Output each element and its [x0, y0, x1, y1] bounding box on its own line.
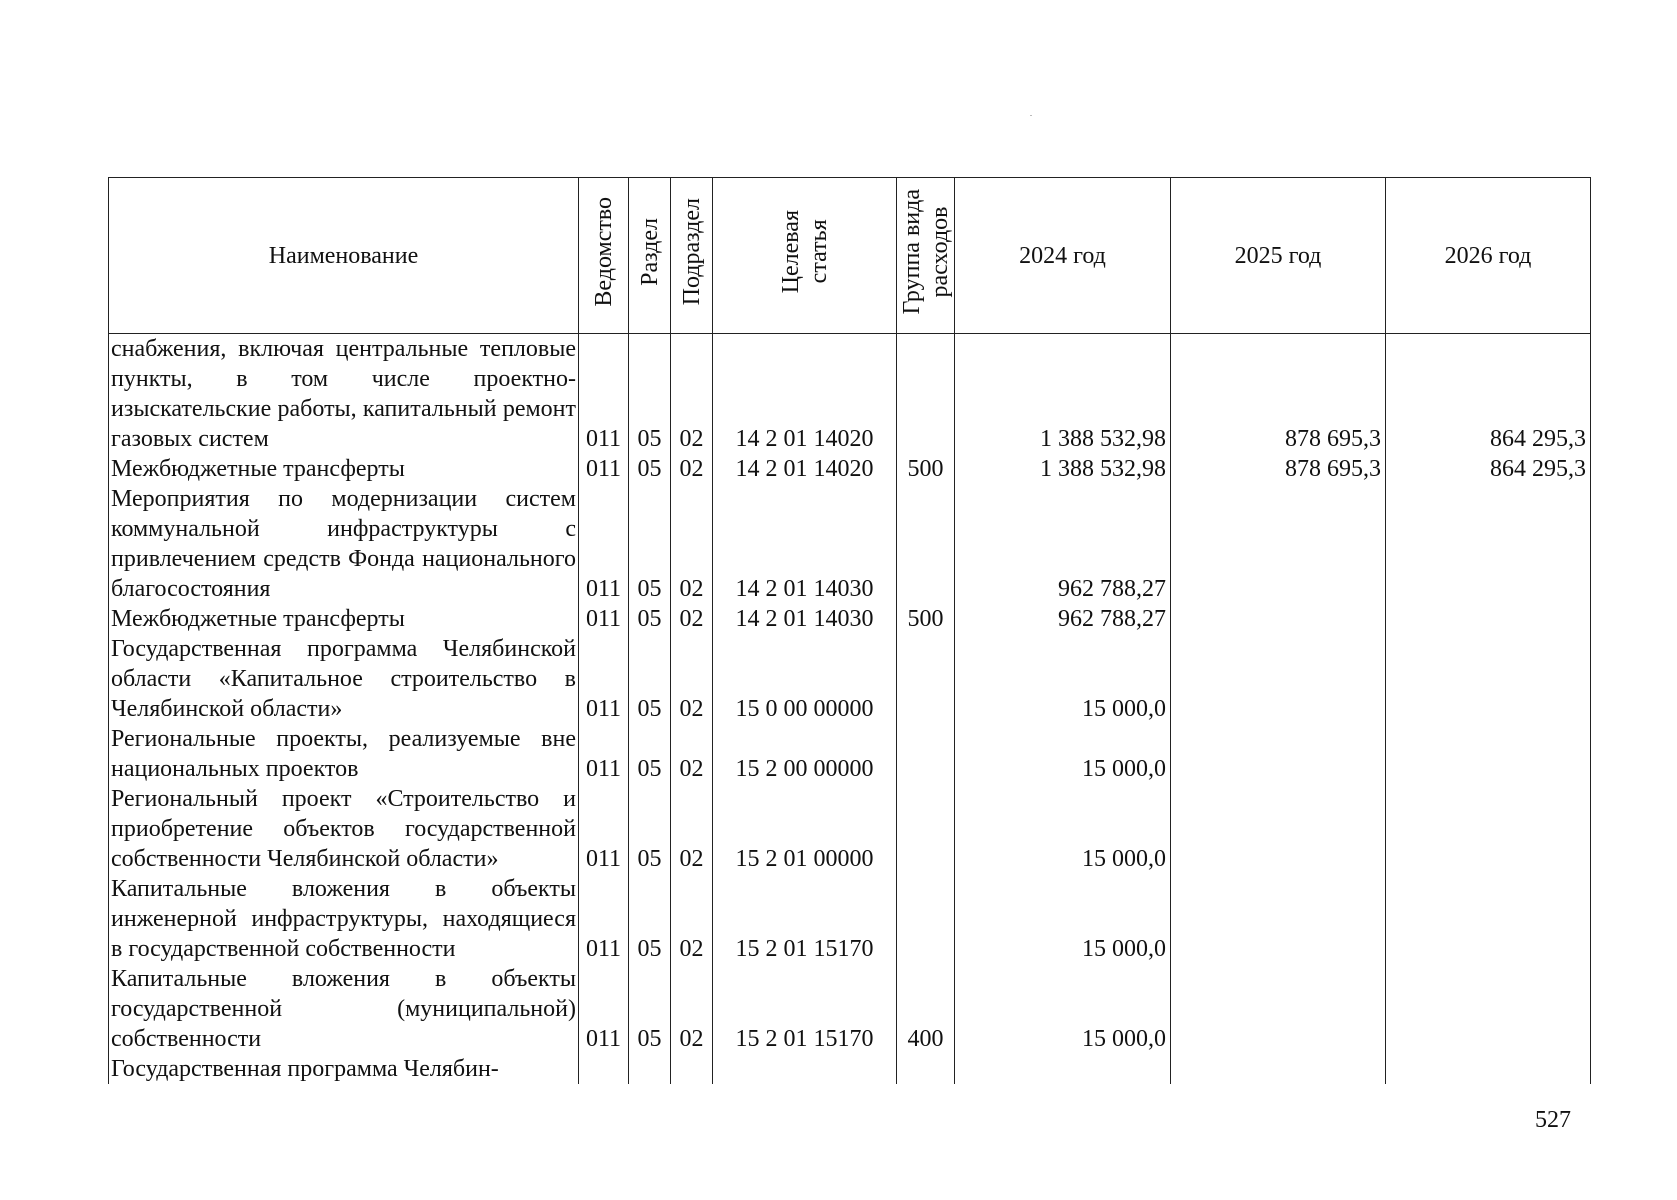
table-header-row: [109, 178, 1591, 334]
row-2025: [1171, 634, 1386, 724]
page-number: 527: [1535, 1107, 1571, 1133]
row-target: [713, 1054, 897, 1084]
row-2024: 15 000,0: [955, 964, 1171, 1054]
header-2026: 2026 год: [1386, 178, 1591, 334]
row-podrazdel: 02: [671, 724, 713, 784]
table-row: [109, 484, 1591, 604]
row-2026: [1386, 784, 1591, 874]
row-2026: [1386, 484, 1591, 604]
row-vedomstvo: 011: [579, 454, 629, 484]
table-row: [109, 724, 1591, 784]
row-vedomstvo: 011: [579, 784, 629, 874]
row-name: Мероприятия по модернизации систем коммунальной инфраструктуры с привлечением средств Фонда национального благосостояния: [109, 484, 579, 604]
row-vedomstvo: 011: [579, 334, 629, 455]
row-podrazdel: 02: [671, 454, 713, 484]
table-row: [109, 454, 1591, 484]
header-name: Наименование: [109, 178, 579, 334]
row-2025: [1171, 1054, 1386, 1084]
table-row: [109, 334, 1591, 455]
row-vedomstvo: 011: [579, 484, 629, 604]
row-name: Региональные проекты, реализуемые вне национальных проектов: [109, 724, 579, 784]
row-podrazdel: 02: [671, 964, 713, 1054]
row-group: [897, 724, 955, 784]
row-target: 14 2 01 14020: [713, 334, 897, 455]
row-podrazdel: 02: [671, 784, 713, 874]
row-2024: 962 788,27: [955, 604, 1171, 634]
row-2025: [1171, 874, 1386, 964]
header-target-article: Целевая статья: [713, 178, 897, 334]
row-razdel: 05: [629, 484, 671, 604]
row-podrazdel: 02: [671, 484, 713, 604]
row-group: 400: [897, 964, 955, 1054]
table-row: [109, 634, 1591, 724]
row-2026: [1386, 1054, 1591, 1084]
table-row: [109, 784, 1591, 874]
row-group: [897, 634, 955, 724]
row-razdel: 05: [629, 964, 671, 1054]
row-name: Капитальные вложения в объекты инженерной инфраструктуры, находящиеся в государственной собственности: [109, 874, 579, 964]
row-target: 15 2 00 00000: [713, 724, 897, 784]
row-2026: [1386, 634, 1591, 724]
row-target: 15 2 01 15170: [713, 874, 897, 964]
row-vedomstvo: 011: [579, 604, 629, 634]
row-2024: 1 388 532,98: [955, 334, 1171, 455]
row-podrazdel: 02: [671, 334, 713, 455]
budget-table: [108, 177, 1591, 1084]
header-2024: 2024 год: [955, 178, 1171, 334]
row-2025: [1171, 964, 1386, 1054]
row-podrazdel: 02: [671, 874, 713, 964]
header-vedomstvo: Ведомство: [579, 178, 629, 334]
row-group: [897, 784, 955, 874]
table-row: [109, 604, 1591, 634]
header-2025: 2025 год: [1171, 178, 1386, 334]
row-group: [897, 874, 955, 964]
header-podrazdel: Подраздел: [671, 178, 713, 334]
row-2026: 864 295,3: [1386, 454, 1591, 484]
row-2024: 1 388 532,98: [955, 454, 1171, 484]
row-podrazdel: 02: [671, 604, 713, 634]
row-2025: [1171, 604, 1386, 634]
row-name: снабжения, включая центральные тепловые пункты, в том числе проектно-изыскательские работы, капитальный ремонт газовых систем: [109, 334, 579, 455]
row-target: 14 2 01 14030: [713, 484, 897, 604]
row-vedomstvo: 011: [579, 724, 629, 784]
row-vedomstvo: 011: [579, 874, 629, 964]
row-target: 14 2 01 14020: [713, 454, 897, 484]
row-name: Региональный проект «Строительство и приобретение объектов государственной собственности Челябинской области»: [109, 784, 579, 874]
row-2025: [1171, 784, 1386, 874]
row-2025: [1171, 724, 1386, 784]
row-2026: [1386, 874, 1591, 964]
row-group: [897, 334, 955, 455]
row-name: Межбюджетные трансферты: [109, 454, 579, 484]
row-2025: [1171, 484, 1386, 604]
row-group: 500: [897, 604, 955, 634]
row-2024: 15 000,0: [955, 634, 1171, 724]
row-podrazdel: 02: [671, 634, 713, 724]
row-razdel: 05: [629, 874, 671, 964]
row-vedomstvo: [579, 1054, 629, 1084]
table-row: [109, 964, 1591, 1054]
row-group: 500: [897, 454, 955, 484]
row-group: [897, 484, 955, 604]
row-target: 15 0 00 00000: [713, 634, 897, 724]
scan-speck: [1030, 115, 1032, 116]
table-row: [109, 874, 1591, 964]
row-vedomstvo: 011: [579, 964, 629, 1054]
row-name: Государственная программа Челябин-: [109, 1054, 579, 1084]
row-2024: 15 000,0: [955, 784, 1171, 874]
row-podrazdel: [671, 1054, 713, 1084]
row-2024: [955, 1054, 1171, 1084]
row-razdel: 05: [629, 334, 671, 455]
row-target: 15 2 01 00000: [713, 784, 897, 874]
row-razdel: 05: [629, 604, 671, 634]
row-2025: 878 695,3: [1171, 454, 1386, 484]
table-row: [109, 1054, 1591, 1084]
header-expense-group: Группа вида расходов: [897, 178, 955, 334]
row-name: Государственная программа Челябинской области «Капитальное строительство в Челябинской области»: [109, 634, 579, 724]
row-razdel: [629, 1054, 671, 1084]
row-2024: 15 000,0: [955, 874, 1171, 964]
row-name: Капитальные вложения в объекты государственной (муниципальной) собственности: [109, 964, 579, 1054]
row-2026: [1386, 724, 1591, 784]
row-razdel: 05: [629, 634, 671, 724]
row-razdel: 05: [629, 724, 671, 784]
row-2026: 864 295,3: [1386, 334, 1591, 455]
row-group: [897, 1054, 955, 1084]
row-2024: 962 788,27: [955, 484, 1171, 604]
row-2026: [1386, 604, 1591, 634]
row-target: 15 2 01 15170: [713, 964, 897, 1054]
row-razdel: 05: [629, 454, 671, 484]
header-razdel: Раздел: [629, 178, 671, 334]
row-2026: [1386, 964, 1591, 1054]
row-2024: 15 000,0: [955, 724, 1171, 784]
row-2025: 878 695,3: [1171, 334, 1386, 455]
row-name: Межбюджетные трансферты: [109, 604, 579, 634]
row-razdel: 05: [629, 784, 671, 874]
row-vedomstvo: 011: [579, 634, 629, 724]
row-target: 14 2 01 14030: [713, 604, 897, 634]
